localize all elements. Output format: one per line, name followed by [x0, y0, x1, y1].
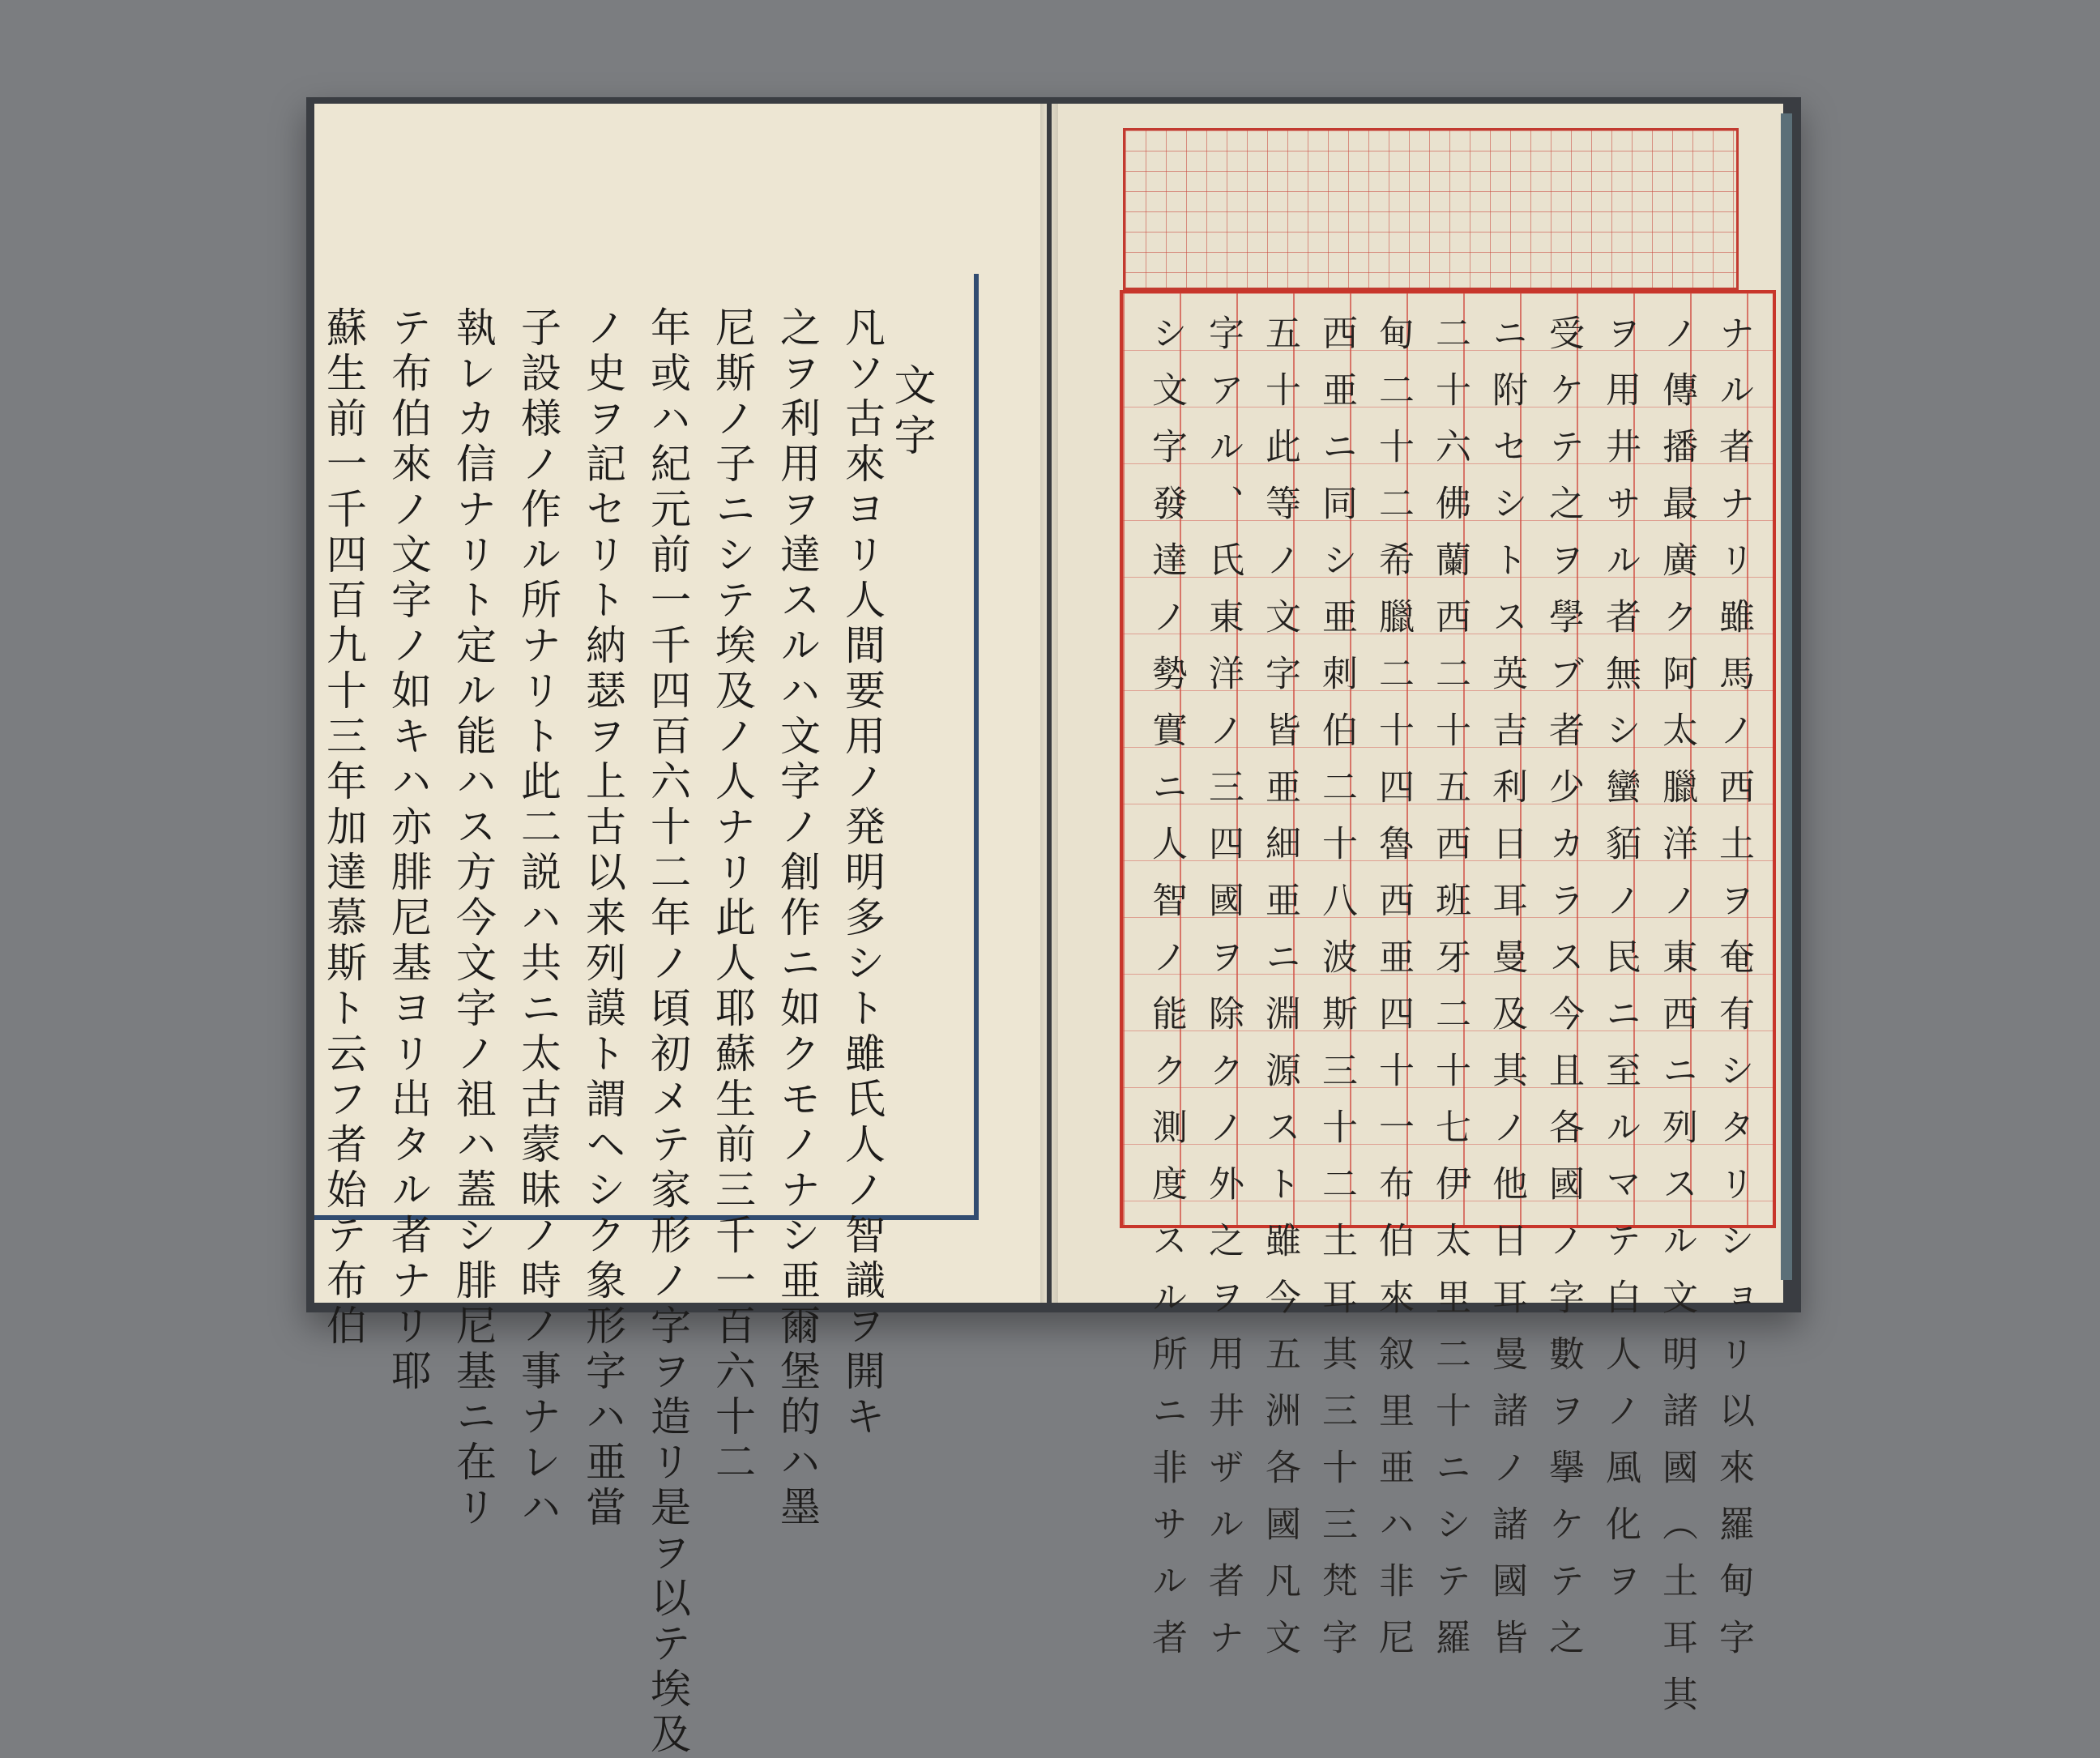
right-text-column: 西亜ニ同シ亜刺伯二十八波斯三十二土耳其三十三梵字 — [1316, 314, 1357, 1675]
left-text-column: 尼斯ノ子ニシテ埃及ノ人ナリ此人耶蘇生前三千一百六十二 — [709, 306, 756, 1486]
left-text-column: 年或ハ紀元前一千四百六十二年ノ頃初メテ家形ノ字ヲ造リ是ヲ以テ埃及 — [644, 306, 691, 1758]
right-page-text-grid — [1120, 290, 1776, 1732]
right-text-column: 二十六佛蘭西二十五西班牙二十七伊太里二十ニシテ羅 — [1429, 314, 1470, 1675]
left-page-text-frame — [314, 274, 979, 1758]
right-text-column: ナル者ナリ雖馬ノ西土ヲ奄有シタリショリ以來羅甸字 — [1713, 314, 1754, 1675]
left-text-column: テ布伯來ノ文字ノ如キハ亦腓尼基ヨリ出タル者ナリ耶 — [385, 306, 432, 1395]
right-text-column: 字アル、氏東洋ノ三四國ヲ除クノ外之ヲ用井ザル者ナ — [1202, 314, 1244, 1675]
upper-ruled-grid — [1123, 128, 1739, 290]
right-text-column: 五十此等ノ文字皆亜細亜ニ淵源スト雖今五洲各國凡文 — [1259, 314, 1300, 1675]
left-text-column: 執レカ信ナリト定ル能ハス方今文字ノ祖ハ蓋シ腓尼基ニ在リ — [450, 306, 497, 1531]
section-heading: 文字 — [886, 363, 935, 463]
left-text-column: 子設様ノ作ル所ナリト此二説ハ共ニ太古蒙昧ノ時ノ事ナレハ — [514, 306, 561, 1531]
right-text-column: ヲ用井サル者無シ蠻貊ノ民ニ至ルマテ白人ノ風化ヲ — [1599, 314, 1641, 1619]
book-gutter — [1040, 104, 1058, 1303]
right-text-column: シ文字發達ノ勢實ニ人智ノ能ク測度スル所ニ非サル者 — [1146, 314, 1187, 1675]
right-text-column: 甸二十二希臘二十四魯西亜四十一布伯來叙里亜ハ非尼 — [1372, 314, 1414, 1675]
left-text-column: 凡ソ古來ヨリ人間要用ノ発明多シト雖氏人ノ智識ヲ開キ — [839, 306, 886, 1440]
left-text-column: ノ史ヲ記セリト納瑟ヲ上古以来列謨ト謂ヘシク象形字ハ亜當 — [579, 306, 626, 1531]
left-text-column: 之ヲ利用ヲ達スルハ文字ノ創作ニ如クモノナシ亜爾堡的ハ墨 — [774, 306, 821, 1531]
right-text-column: ニ附セシトス英吉利日耳曼及其ノ他日耳曼諸ノ諸國皆 — [1486, 314, 1527, 1675]
left-text-column: 蘇生前一千四百九十三年加達慕斯ト云フ者始テ布伯 — [320, 306, 367, 1350]
right-text-column: ノ傳播最廣ク阿太臘洋ノ東西ニ列スル文明諸國（土耳其 — [1656, 314, 1697, 1732]
book-fore-edge — [1781, 113, 1792, 1280]
right-text-column: 受ケテ之ヲ學ブ者少カラス今且各國ノ字數ヲ擧ケテ之 — [1543, 314, 1584, 1675]
